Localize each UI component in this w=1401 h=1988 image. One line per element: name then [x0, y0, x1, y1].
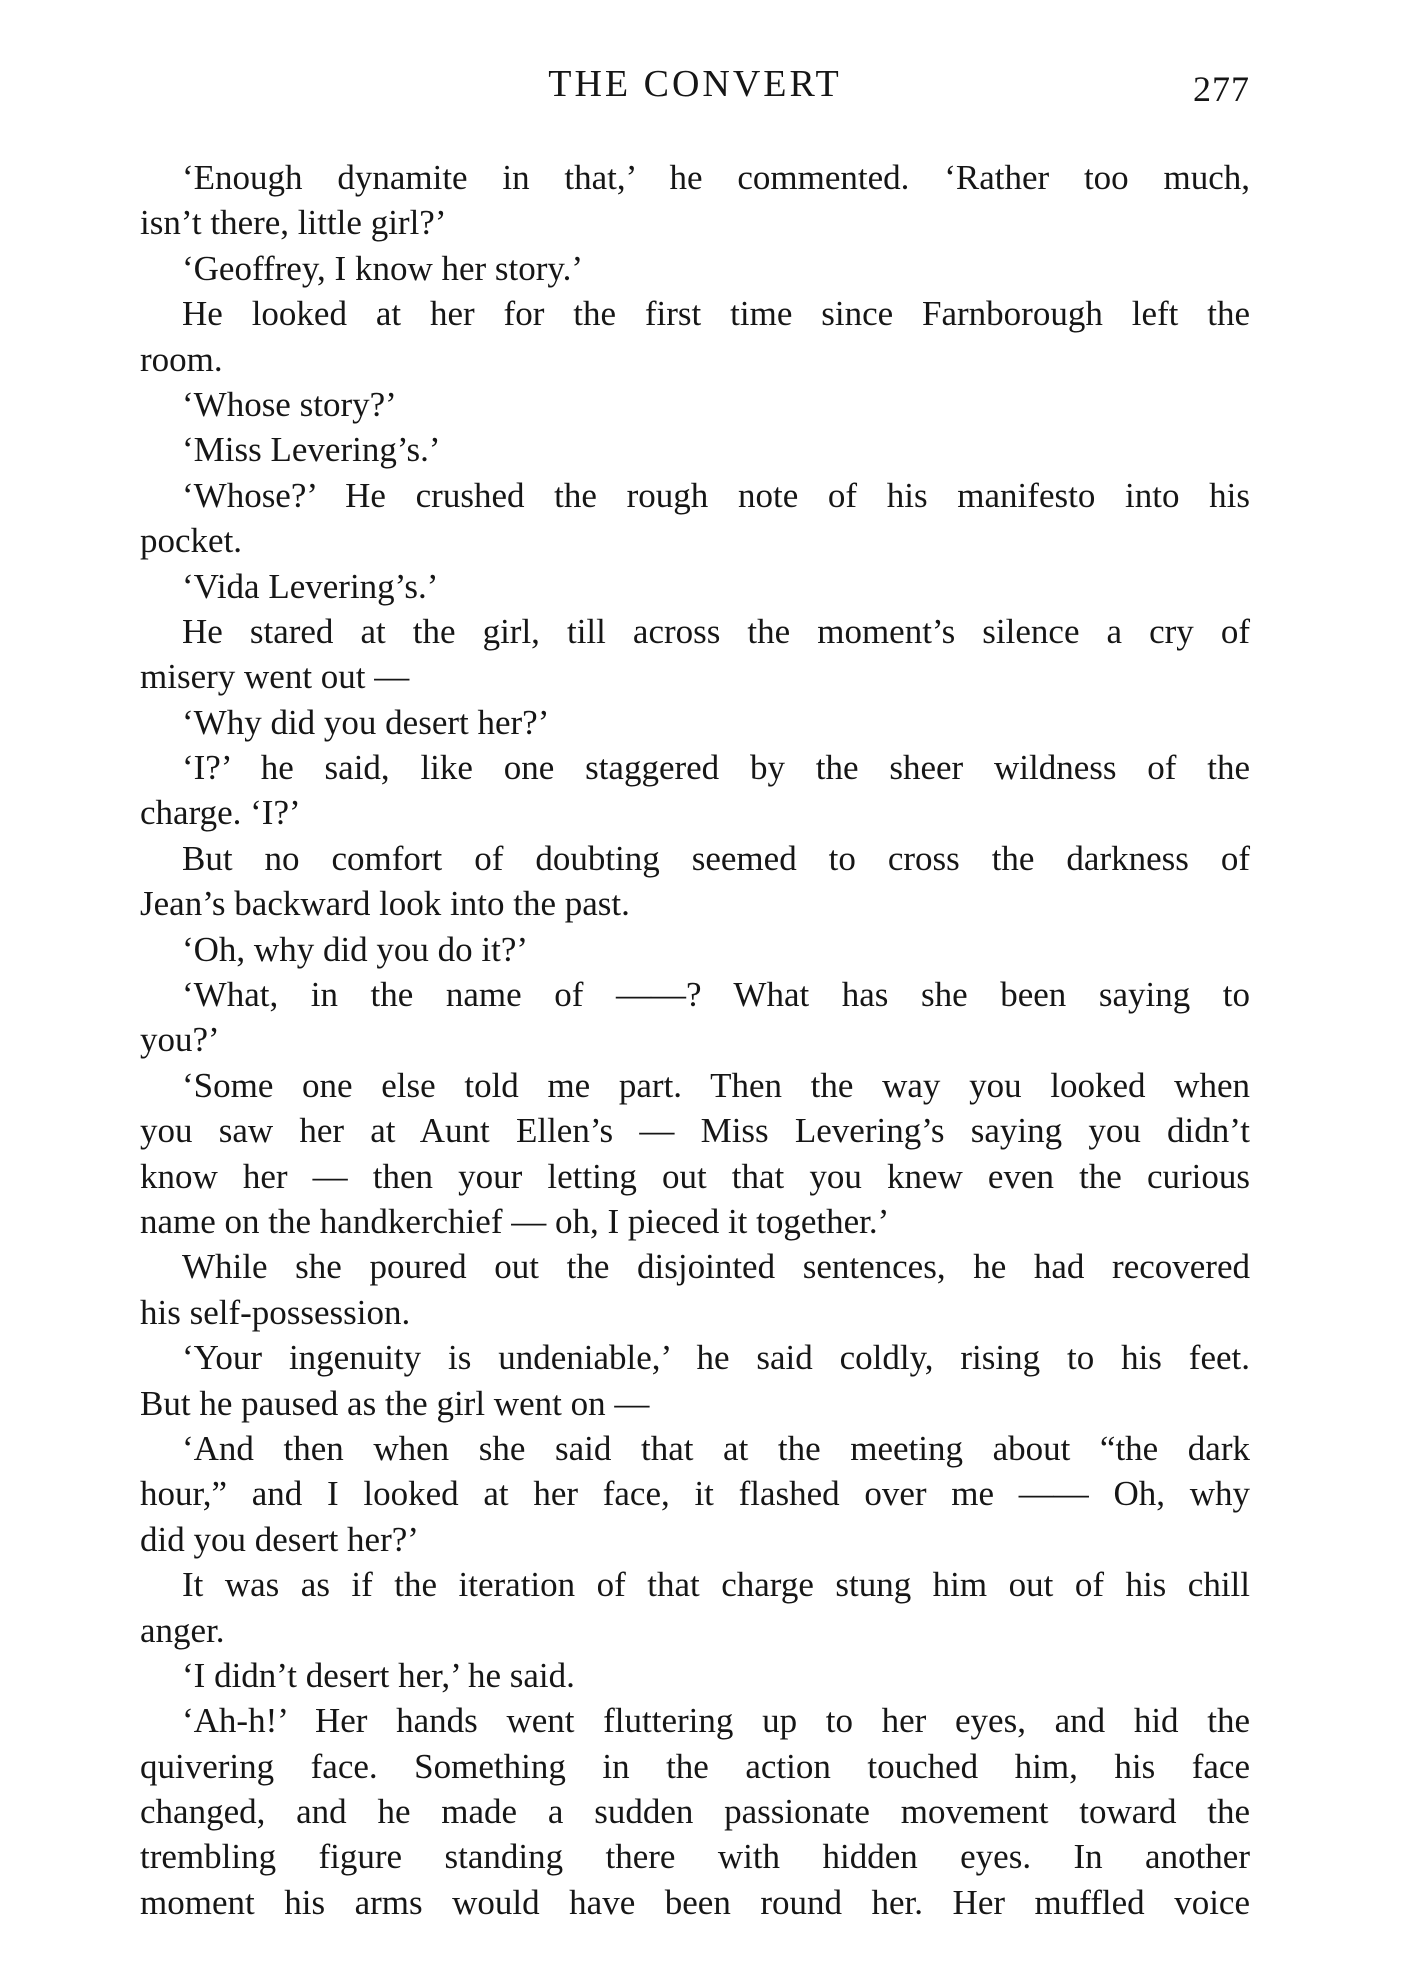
text-line: hour,” and I looked at her face, it flashed over me —— Oh, why	[140, 1474, 1250, 1514]
text-line: his self-possession.	[140, 1292, 411, 1332]
text-line	[140, 790, 1250, 835]
text-line: ‘What, in the name of ——? What has she been saying to	[182, 975, 1250, 1015]
text-line: ‘Some one else told me part. Then the way you looked when	[182, 1065, 1250, 1105]
text-line: quivering face. Something in the action touched him, his face	[140, 1746, 1250, 1786]
text-line: It was as if the iteration of that charge stung him out of his chill	[182, 1565, 1250, 1605]
text-line: name on the handkerchief — oh, I pieced it together.’	[140, 1201, 890, 1241]
text-line: isn’t there, little girl?’	[140, 203, 447, 243]
text-segment: ‘I	[182, 1655, 215, 1695]
text-line	[140, 1653, 1250, 1698]
text-line: ‘Enough dynamite in that,’ he commented. ‘Rather too much,	[182, 158, 1250, 197]
text-line: ‘Vida Levering’s.’	[182, 566, 439, 606]
text-line: you saw her at Aunt Ellen’s — Miss Levering’s saying you didn’t	[140, 1111, 1250, 1151]
text-line: changed, and he made a sudden passionate movement toward the	[140, 1792, 1250, 1832]
text-line: misery went out —	[140, 657, 410, 697]
text-line: room.	[140, 339, 223, 379]
text-line: know her — then your letting out that you knew even the curious	[140, 1156, 1250, 1196]
text-line: ‘Why did you desert her?’	[182, 702, 550, 742]
text-line: did you desert her?’	[140, 1519, 419, 1559]
text-line: you?’	[140, 1020, 220, 1060]
text-line: ‘Oh, why did you do it?’	[182, 929, 529, 969]
text-line: ‘Geoffrey, I know her story.’	[182, 248, 584, 288]
italic-text: ‘Whose?’	[182, 475, 316, 515]
text-line: ‘Whose story?’	[182, 384, 397, 424]
text-line: ‘And then when she said that at the meeting about “the dark	[182, 1428, 1250, 1468]
text-line: He stared at the girl, till across the moment’s silence a cry of	[182, 611, 1250, 651]
italic-text: didn’t	[214, 1655, 298, 1695]
text-line: Jean’s backward look into the past.	[140, 884, 630, 924]
text-line: While she poured out the disjointed sentences, he had recovered	[182, 1247, 1250, 1287]
text-line: But he paused as the girl went on —	[140, 1383, 650, 1423]
text-line: ‘I?’ he said, like one staggered by the sheer wildness of the	[182, 748, 1250, 788]
text-line	[140, 473, 1250, 518]
running-head	[140, 62, 1250, 112]
text-line: But no comfort of doubting seemed to cross the darkness of	[182, 838, 1250, 878]
text-line: moment his arms would have been round her. Her muffled voice	[140, 1882, 1250, 1922]
text-line: anger.	[140, 1610, 225, 1650]
text-segment: He crushed the rough note of his manifesto into his	[315, 475, 1250, 515]
text-segment: desert her,’ he said.	[297, 1655, 575, 1695]
running-title: THE CONVERT	[548, 63, 842, 105]
text-line: He looked at her for the first time since Farnborough left the	[182, 294, 1250, 334]
text-segment: charge.	[140, 793, 251, 833]
body-text	[140, 155, 1250, 1925]
text-line: trembling figure standing there with hidden eyes. In another	[140, 1837, 1250, 1877]
italic-text: ‘I?’	[250, 793, 301, 833]
text-line: ‘Ah-h!’ Her hands went fluttering up to her eyes, and hid the	[182, 1701, 1250, 1741]
text-line: ‘Your ingenuity is undeniable,’ he said coldly, rising to his feet.	[182, 1338, 1250, 1378]
text-line: ‘Miss Levering’s.’	[182, 430, 441, 470]
text-line: pocket.	[140, 521, 243, 561]
page-number: 277	[1193, 69, 1250, 109]
